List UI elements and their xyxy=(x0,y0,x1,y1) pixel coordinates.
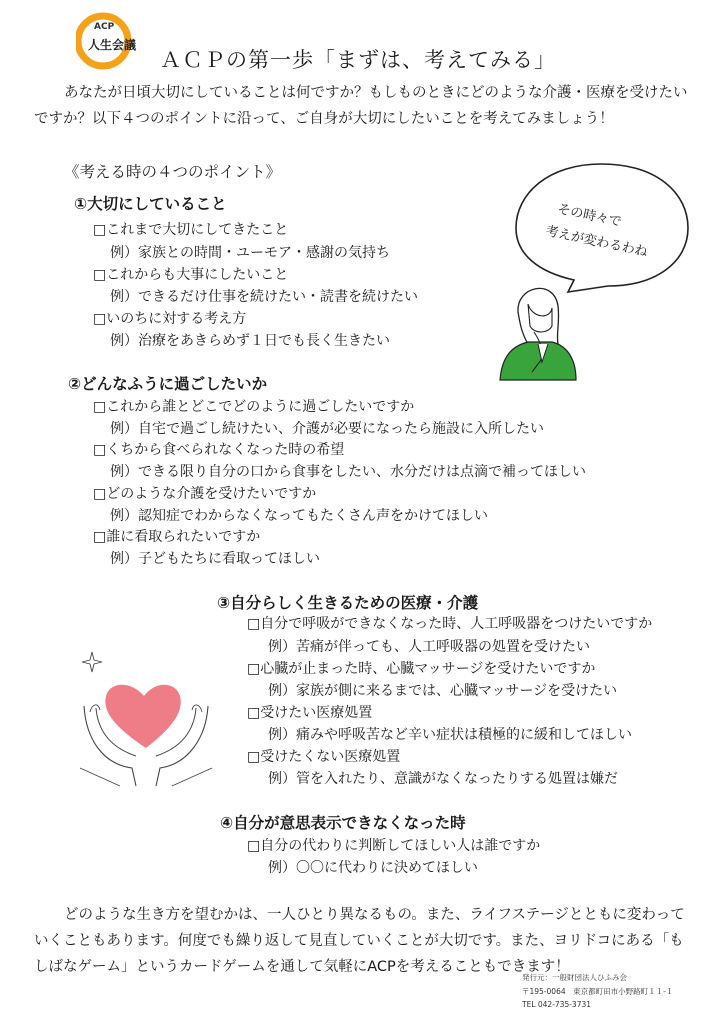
section-3-example-2: 例）家族が側に来るまでは、心臓マッサージを受けたい xyxy=(268,683,618,699)
section-2-example-2: 例）できる限り自分の口から食事をしたい、水分だけは点滴で補ってほしい xyxy=(110,464,586,480)
page-title: ＡＣＰの第一歩「まずは、考えてみる」 xyxy=(160,48,556,72)
section-1-example-1: 例）家族との時間・ユーモア・感謝の気持ち xyxy=(110,245,390,261)
section-2-item-4: □誰に看取られたいですか xyxy=(93,529,261,545)
closing-paragraph: どのような生き方を望むかは、一人ひとり異なるもの。また、ライフステージとともに変わっていくこともあります。何度でも繰り返して見直していくことが大切です。また、ヨリドコにある「もしばなゲーム」というカードゲームを通して気軽にACPを考えることもできます！ xyxy=(34,907,685,975)
heart-hands-illustration xyxy=(76,648,216,788)
section-3-example-4: 例）管を入れたり、意識がなくなったりする処置は嫌だ xyxy=(268,771,618,787)
section-2-item-2: □くちから食べられなくなった時の希望 xyxy=(93,442,345,458)
section-3-example-1: 例）苦痛が伴っても、人工呼吸器の処置を受けたい xyxy=(268,639,590,655)
section-3-title: ③自分らしく生きるための医療・介護 xyxy=(217,594,479,612)
section-4-example-1: 例）〇〇に代わりに決めてほしい xyxy=(268,860,478,876)
section-4-item-1: □自分の代わりに判断してほしい人は誰ですか xyxy=(247,838,541,854)
section-2-item-3: □どのような介護を受けたいですか xyxy=(93,486,317,502)
speech-bubble-line-1: その時々で xyxy=(556,201,623,231)
publisher-phone: TEL 042-735-3731 xyxy=(522,1000,592,1009)
section-1-example-2: 例）できるだけ仕事を続けたい・読書を続けたい xyxy=(110,289,418,305)
section-3-item-3: □受けたい医療処置 xyxy=(247,705,373,721)
section-1-example-3: 例）治療をあきらめず１日でも長く生きたい xyxy=(110,333,390,349)
section-3-example-3: 例）痛みや呼吸苦など辛い症状は積極的に緩和してほしい xyxy=(268,727,632,743)
section-1-item-2: □これからも大事にしたいこと xyxy=(93,267,289,283)
speech-bubble-line-2: 考えが変わるわね xyxy=(544,223,649,261)
section-1-item-3: □いのちに対する考え方 xyxy=(93,311,247,327)
publisher-name: 発行元：一般財団法人ひふみ会 xyxy=(522,973,627,982)
logo-acp-text: ACP xyxy=(94,22,115,32)
section-1-item-1: □これまで大切にしてきたこと xyxy=(93,222,289,238)
acp-logo xyxy=(76,12,142,70)
section-2-example-4: 例）子どもたちに看取ってほしい xyxy=(110,551,320,567)
thinking-woman-illustration xyxy=(498,272,578,382)
section-3-item-4: □受けたくない医療処置 xyxy=(247,749,401,765)
intro-paragraph: あなたが日頃大切にしていることは何ですか？もしものときにどのような介護・医療を受けたいですか？以下４つのポイントに沿って、ご自身が大切にしたいことを考えてみましょう！ xyxy=(34,85,688,127)
section-3-item-2: □心臓が止まった時、心臓マッサージを受けたいですか xyxy=(247,661,596,677)
section-4-title: ④自分が意思表示できなくなった時 xyxy=(220,814,466,832)
section-2-example-1: 例）自宅で過ごし続けたい、介護が必要になったら施設に入所したい xyxy=(110,421,544,437)
section-2-example-3: 例）認知症でわからなくなってもたくさん声をかけてほしい xyxy=(110,508,488,524)
section-2-title: ②どんなふうに過ごしたいか xyxy=(68,375,268,393)
section-3-item-1: □自分で呼吸ができなくなった時、人工呼吸器をつけたいですか xyxy=(247,616,653,632)
logo-jinsei-text: 人生会議 xyxy=(88,38,137,52)
section-1-title: ①大切にしていること xyxy=(74,195,227,213)
publisher-address: 〒195-0064 東京都町田市小野路町１１-１ xyxy=(522,987,674,996)
section-2-item-1: □これから誰とどこでどのように過ごしたいですか xyxy=(93,399,415,415)
points-heading: 《考える時の４つのポイント》 xyxy=(64,163,282,181)
